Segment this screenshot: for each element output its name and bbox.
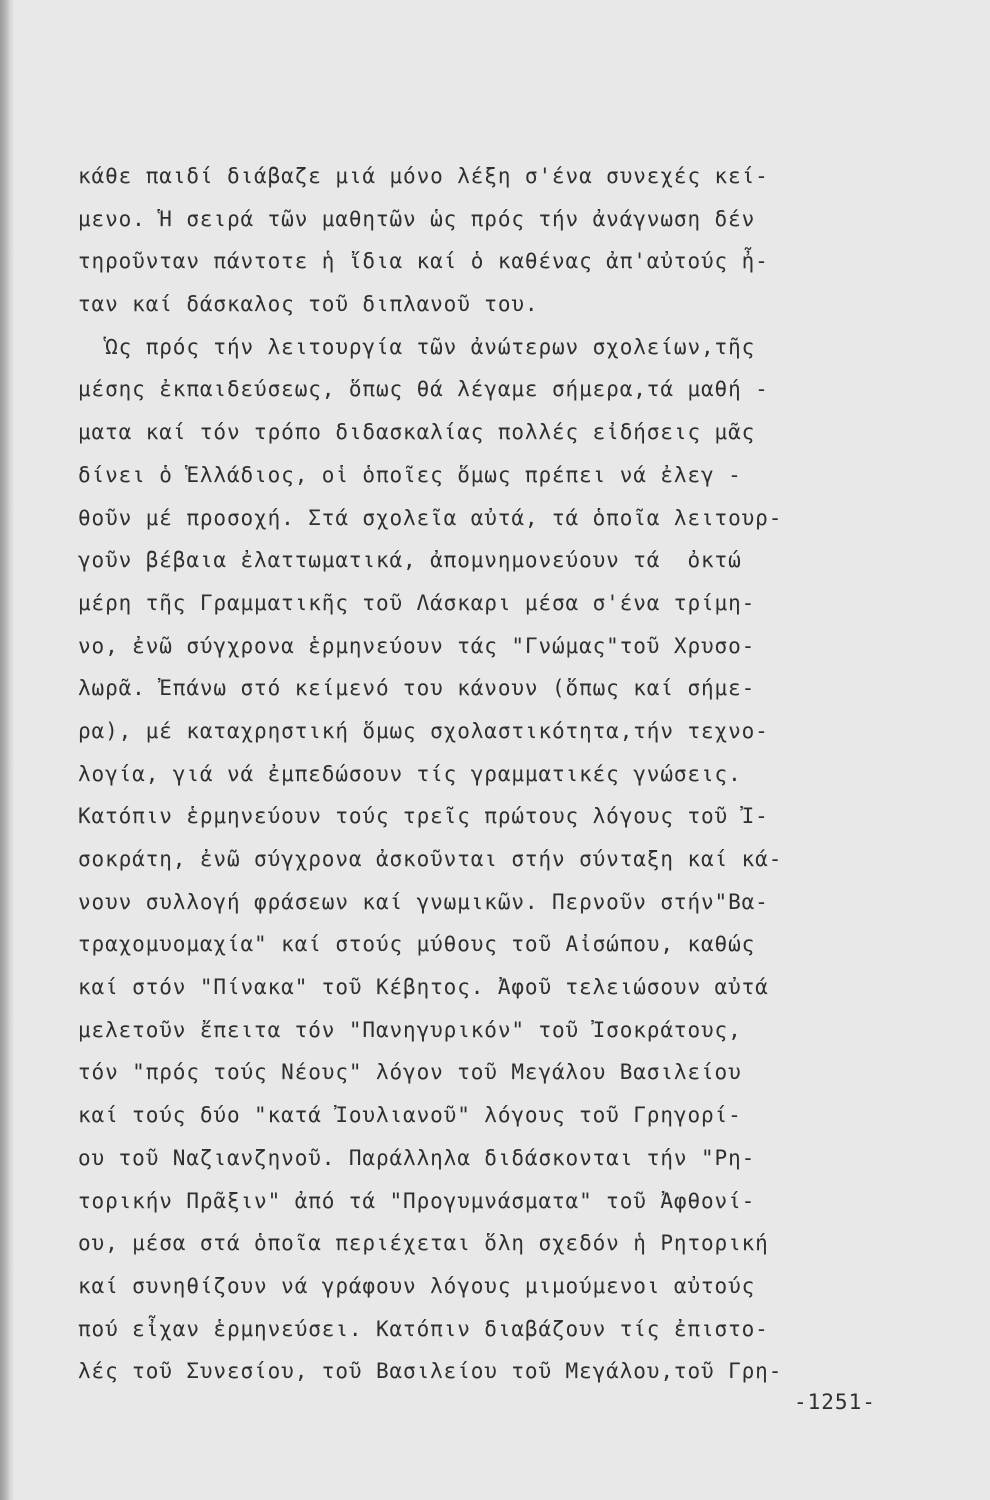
text-line: ρα), μέ καταχρηστική ὅμως σχολαστικότητα,τήν τεχνο- xyxy=(78,718,769,743)
text-line: νουν συλλογή φράσεων καί γνωμικῶν. Περνοῦν στήν"Βα- xyxy=(78,889,769,914)
text-line: λωρᾶ. Ἐπάνω στό κείμενό του κάνουν (ὅπως καί σήμε- xyxy=(78,676,756,701)
page-number: -1251- xyxy=(794,1390,876,1414)
text-line: μέσης ἐκπαιδεύσεως, ὅπως θά λέγαμε σήμερα,τά μαθή - xyxy=(78,377,769,402)
text-line: καί στόν "Πίνακα" τοῦ Κέβητος. Ἀφοῦ τελειώσουν αὐτά xyxy=(78,975,769,1000)
text-line: καί τούς δύο "κατά Ἰουλιανοῦ" λόγους τοῦ Γρηγορί- xyxy=(78,1103,742,1128)
text-line: λογία, γιά νά ἐμπεδώσουν τίς γραμματικές γνώσεις. xyxy=(78,761,742,786)
text-line: τηροῦνταν πάντοτε ἡ ἴδια καί ὁ καθένας ἀπ'αὐτούς ἦ- xyxy=(78,249,769,274)
text-line: καί συνηθίζουν νά γράφουν λόγους μιμούμενοι αὐτούς xyxy=(78,1273,756,1298)
body-text xyxy=(78,155,958,1393)
text-line: νο, ἐνῶ σύγχρονα ἑρμηνεύουν τάς "Γνώμας"τοῦ Χρυσο- xyxy=(78,633,756,658)
text-line: ταν καί δάσκαλος τοῦ διπλανοῦ του. xyxy=(78,292,539,317)
text-line: Ὡς πρός τήν λειτουργία τῶν ἀνώτερων σχολείων,τῆς xyxy=(78,334,756,359)
document-page xyxy=(14,0,990,1500)
text-line: ου, μέσα στά ὁποῖα περιέχεται ὅλη σχεδόν ἡ Ρητορική xyxy=(78,1231,769,1256)
text-line: θοῦν μέ προσοχή. Στά σχολεῖα αὐτά, τά ὁποῖα λειτουρ- xyxy=(78,505,783,530)
text-line: ματα καί τόν τρόπο διδασκαλίας πολλές εἰδήσεις μᾶς xyxy=(78,420,756,445)
text-line: Κατόπιν ἑρμηνεύουν τούς τρεῖς πρώτους λόγους τοῦ Ἰ- xyxy=(78,804,769,829)
text-line: μενο. Ἡ σειρά τῶν μαθητῶν ὡς πρός τήν ἀνάγνωση δέν xyxy=(78,206,756,231)
text-line: γοῦν βέβαια ἐλαττωματικά, ἀπομνημονεύουν τά ὀκτώ xyxy=(78,548,742,573)
text-line: δίνει ὁ Ἑλλάδιος, οἱ ὁποῖες ὅμως πρέπει νά ἐλεγ - xyxy=(78,462,742,487)
text-line: κάθε παιδί διάβαζε μιά μόνο λέξη σ'ένα συνεχές κεί- xyxy=(78,164,769,188)
text-line: λές τοῦ Συνεσίου, τοῦ Βασιλείου τοῦ Μεγάλου,τοῦ Γρη- xyxy=(78,1359,783,1384)
text-line: τραχομυομαχία" καί στούς μύθους τοῦ Αἰσώπου, καθώς xyxy=(78,932,756,957)
text-line: μέρη τῆς Γραμματικῆς τοῦ Λάσκαρι μέσα σ'ένα τρίμη- xyxy=(78,590,756,615)
text-line: τόν "πρός τούς Νέους" λόγον τοῦ Μεγάλου Βασιλείου xyxy=(78,1060,742,1085)
text-line: τορικήν Πρᾶξιν" ἀπό τά "Προγυμνάσματα" τοῦ Ἀφθονί- xyxy=(78,1188,756,1213)
text-line: μελετοῦν ἔπειτα τόν "Πανηγυρικόν" τοῦ Ἰσοκράτους, xyxy=(78,1017,742,1042)
text-line: σοκράτη, ἐνῶ σύγχρονα ἀσκοῦνται στήν σύνταξη καί κά- xyxy=(78,847,783,871)
text-line: ου τοῦ Ναζιανζηνοῦ. Παράλληλα διδάσκονται τήν "Ρη- xyxy=(78,1145,756,1170)
scan-left-edge xyxy=(0,0,14,1500)
text-line: πού εἶχαν ἑρμηνεύσει. Κατόπιν διαβάζουν τίς ἐπιστο- xyxy=(78,1316,769,1341)
